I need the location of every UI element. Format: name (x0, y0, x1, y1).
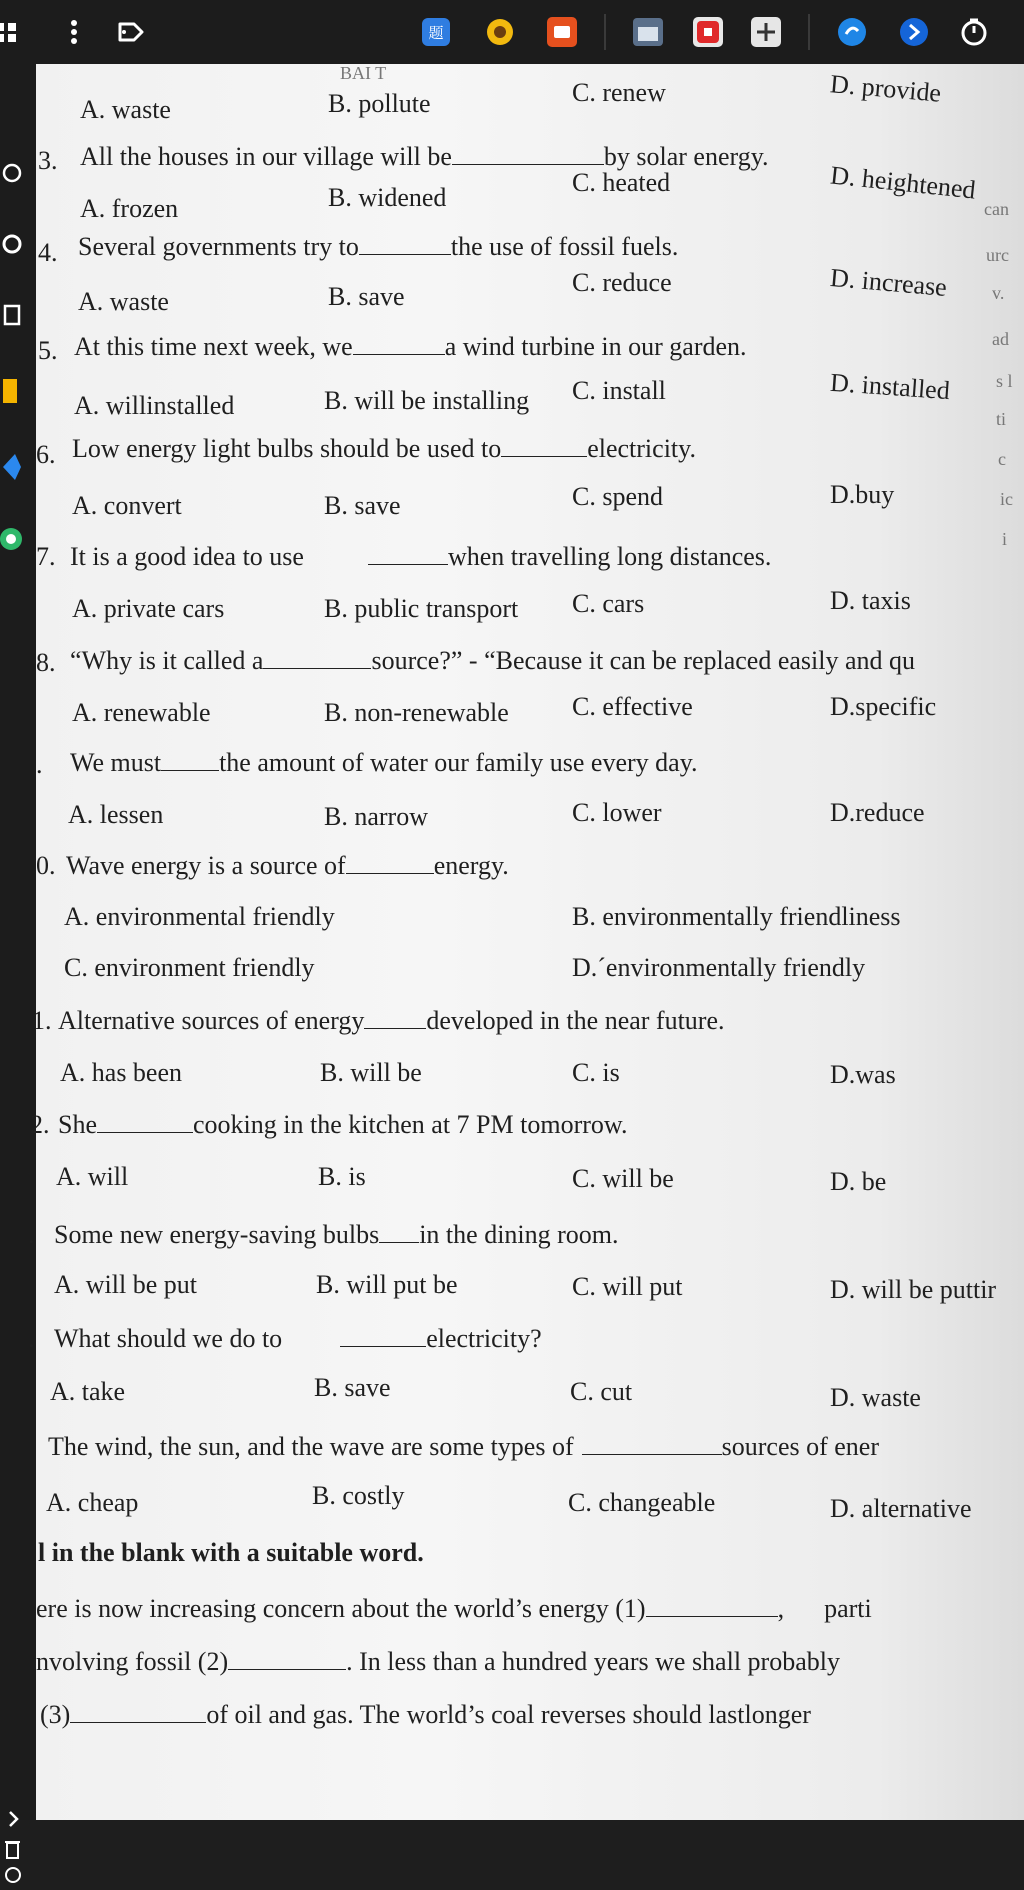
q11-stem-post: developed in the near future. (426, 1006, 725, 1035)
margin-fragment: i (1002, 529, 1008, 549)
q8-stem-pre: “Why is it called a (70, 646, 264, 675)
q9-option-a: A. lessen (68, 800, 164, 829)
passage-line-2-pre: nvolving fossil (2) (36, 1647, 229, 1676)
app-red-icon[interactable] (544, 14, 580, 50)
margin-fragment: ic (1000, 489, 1013, 509)
q9-stem (70, 748, 698, 778)
q7-stem (70, 542, 771, 572)
app-blue-icon[interactable] (418, 14, 454, 50)
q13-option-d: D. will be puttir (830, 1275, 997, 1304)
q4-stem-post: the use of fossil fuels. (450, 232, 679, 261)
passage-line-1-post: , (777, 1594, 785, 1623)
q4-option-a: A. waste (78, 287, 169, 316)
q6-option-b: B. save (324, 491, 401, 520)
q14-stem-post: electricity? (426, 1324, 542, 1353)
q6-option-d: D.buy (830, 480, 895, 509)
q4-option-c: C. reduce (572, 268, 672, 297)
q11-blank[interactable] (364, 1006, 426, 1029)
app-window-icon[interactable] (630, 14, 666, 50)
q11-option-c: C. is (572, 1058, 620, 1087)
q4-blank[interactable] (359, 232, 451, 255)
q12-stem (58, 1110, 627, 1140)
app-sunflower-icon[interactable] (482, 14, 518, 50)
q10-option-a: A. environmental friendly (64, 902, 335, 931)
q13-option-c: C. will put (572, 1272, 683, 1301)
q3-option-d: D. heightened (828, 160, 978, 205)
q12-option-b: B. is (318, 1162, 366, 1191)
q8-option-a: A. renewable (72, 698, 211, 727)
q7-option-d: D. taxis (830, 586, 911, 615)
q9-option-d: D.reduce (830, 798, 925, 827)
q12-stem-pre: She (58, 1110, 97, 1139)
q14-option-a: A. take (50, 1377, 126, 1406)
blank-1[interactable] (646, 1594, 778, 1617)
q11-option-a: A. has been (60, 1058, 183, 1087)
q7-option-c: C. cars (572, 589, 645, 618)
q3-number: 3. (38, 146, 58, 175)
q5-stem-post: a wind turbine in our garden. (444, 332, 747, 361)
q14-stem (54, 1324, 542, 1354)
q9-stem-pre: We must (70, 748, 162, 777)
q2-option-b: B. pollute (328, 89, 431, 118)
q5-option-d: D. installed (829, 367, 951, 406)
q13-option-a: A. will be put (54, 1270, 197, 1299)
tag-outline-icon[interactable] (112, 14, 148, 50)
q2-option-d: D. provide (828, 69, 943, 108)
circle-icon[interactable] (0, 229, 28, 259)
q9-option-b: B. narrow (324, 802, 428, 831)
q5-stem (74, 332, 747, 362)
q6-stem-post: electricity. (587, 434, 696, 463)
q3-blank[interactable] (452, 142, 604, 165)
passage-line-2-post: . In less than a hundred years we shall probably (346, 1647, 840, 1676)
svg-text:题: 题 (428, 24, 444, 42)
q6-option-a: A. convert (72, 491, 182, 520)
q7-option-b: B. public transport (324, 594, 519, 623)
passage-line-3 (40, 1700, 811, 1730)
left-sidebar (0, 64, 36, 1820)
q4-option-b: B. save (328, 282, 405, 311)
q8-option-b: B. non-renewable (324, 698, 509, 727)
q15-stem-post: sources of ener (721, 1432, 879, 1461)
q11-option-d: D.was (830, 1060, 896, 1089)
q8-stem-post: source?” - “Because it can be replaced easily and qu (371, 646, 916, 675)
q5-blank[interactable] (353, 332, 445, 355)
q9-option-c: C. lower (572, 798, 662, 827)
passage-line-1 (36, 1594, 872, 1624)
q3-option-a: A. frozen (80, 194, 179, 223)
q10-number: 0. (36, 851, 56, 880)
q15-option-b: B. costly (312, 1481, 405, 1510)
app-diamond-icon[interactable] (0, 452, 28, 482)
passage-line-3-pre: (3) (40, 1700, 71, 1729)
app-green-icon[interactable] (0, 524, 28, 554)
q3-option-c: C. heated (572, 168, 671, 197)
q15-stem-pre: The wind, the sun, and the wave are some types of (48, 1432, 574, 1461)
q10-option-c: C. environment friendly (64, 953, 315, 982)
q15-option-c: C. changeable (568, 1488, 716, 1517)
q11-number: 1. (32, 1006, 52, 1035)
top-toolbar (0, 0, 1024, 65)
q15-option-d: D. alternative (830, 1494, 972, 1523)
margin-fragment: s l (996, 371, 1013, 391)
q8-option-d: D.specific (830, 692, 937, 721)
q13-stem-pre: Some new energy-saving bulbs (54, 1220, 380, 1249)
q14-option-d: D. waste (830, 1383, 921, 1412)
q13-option-b: B. will put be (316, 1270, 458, 1299)
bookmark-icon[interactable] (0, 300, 28, 330)
blank-2[interactable] (228, 1647, 346, 1670)
q8-option-c: C. effective (572, 692, 693, 721)
q12-blank[interactable] (97, 1110, 193, 1133)
q14-option-c: C. cut (570, 1377, 633, 1406)
grid-icon[interactable] (0, 14, 24, 50)
q6-number: 6. (36, 440, 56, 469)
passage-line-2 (36, 1647, 840, 1677)
margin-fragment: c (998, 449, 1006, 469)
q9-blank[interactable] (161, 748, 219, 771)
q8-blank[interactable] (263, 646, 371, 669)
q5-option-b: B. will be installing (324, 386, 530, 415)
q7-stem-post: when travelling long distances. (447, 542, 772, 571)
section-heading: l in the blank with a suitable word. (38, 1538, 424, 1567)
app-blue-arrow-icon[interactable] (896, 14, 932, 50)
plus-icon[interactable] (748, 14, 784, 50)
app-blue-circle-icon[interactable] (834, 14, 870, 50)
chevron-right-icon[interactable] (0, 1804, 28, 1834)
q6-stem-pre: Low energy light bulbs should be used to (72, 434, 502, 463)
q6-stem (72, 434, 696, 464)
q4-option-d: D. increase (829, 262, 949, 303)
q14-number: . (28, 1324, 35, 1353)
passage-line-3-post: of oil and gas. The world’s coal reverses should lastlonger (206, 1700, 811, 1729)
margin-fragment: v. (992, 283, 1005, 303)
recycle-icon[interactable] (0, 1860, 28, 1890)
q14-option-b: B. save (314, 1373, 391, 1402)
q12-number: 2. (30, 1110, 50, 1139)
q12-stem-post: cooking in the kitchen at 7 PM tomorrow. (193, 1110, 628, 1139)
q14-stem-pre: What should we do to (54, 1324, 283, 1353)
q10-stem-pre: Wave energy is a source of (66, 851, 346, 880)
q13-blank[interactable] (379, 1220, 419, 1243)
q5-option-a: A. willinstalled (74, 391, 235, 420)
q6-option-c: C. spend (572, 482, 663, 511)
q10-blank[interactable] (346, 851, 434, 874)
q7-option-a: A. private cars (72, 594, 225, 623)
q14-blank[interactable] (340, 1324, 426, 1347)
q4-stem (78, 232, 678, 262)
margin-fragment: can (984, 199, 1009, 219)
toolbar-separator (604, 14, 606, 50)
worksheet-page (28, 63, 1024, 1820)
q13-number: . (28, 1220, 35, 1249)
q5-number: 5. (38, 336, 58, 365)
blank-3[interactable] (70, 1700, 206, 1723)
q12-option-d: D. be (830, 1167, 887, 1196)
q11-option-b: B. will be (320, 1058, 422, 1087)
q8-stem (70, 646, 915, 676)
q9-stem-post: the amount of water our family use every day. (219, 748, 698, 777)
q5-stem-pre: At this time next week, we (74, 332, 353, 361)
q9-number: . (36, 750, 43, 779)
margin-fragment: ad (992, 329, 1009, 349)
app-red-square-icon[interactable] (690, 14, 726, 50)
q7-number: 7. (36, 542, 56, 571)
q13-stem-post: in the dining room. (419, 1220, 619, 1249)
q4-stem-pre: Several governments try to (78, 232, 359, 261)
q5-option-c: C. install (572, 376, 666, 405)
q15-blank[interactable] (582, 1432, 722, 1455)
passage-line-1-end: parti (824, 1594, 872, 1623)
q3-stem-pre: All the houses in our village will be (80, 142, 452, 171)
q2-option-a: A. waste (80, 95, 171, 124)
q10-option-b: B. environmentally friendliness (572, 902, 901, 931)
q2-option-c: C. renew (572, 78, 666, 107)
margin-fragment: urc (986, 245, 1009, 265)
q4-number: 4. (38, 238, 58, 267)
q11-stem (58, 1006, 725, 1036)
q7-stem-pre: It is a good idea to use (70, 542, 304, 571)
q15-option-a: A. cheap (46, 1488, 139, 1517)
circle-outline-icon[interactable] (0, 158, 28, 188)
passage-line-1-pre: ere is now increasing concern about the world’s energy (1) (36, 1594, 646, 1623)
q10-stem-post: energy. (433, 851, 509, 880)
q3-stem-post: by solar energy. (603, 142, 769, 171)
q7-blank[interactable] (368, 542, 448, 565)
q6-blank[interactable] (501, 434, 587, 457)
cut-heading: BAI T (340, 63, 387, 83)
q3-option-b: B. widened (328, 183, 447, 212)
q8-number: 8. (36, 648, 56, 677)
q10-stem (66, 851, 509, 881)
q11-stem-pre: Alternative sources of energy (58, 1006, 365, 1035)
q12-option-a: A. will (56, 1162, 129, 1191)
q13-stem (54, 1220, 619, 1250)
more-vert-icon[interactable] (56, 14, 92, 50)
q15-stem (48, 1432, 879, 1462)
timer-icon[interactable] (956, 14, 992, 50)
q12-option-c: C. will be (572, 1164, 674, 1193)
folder-yellow-icon[interactable] (0, 376, 28, 406)
toolbar-separator (808, 14, 810, 50)
q10-option-d: D.´environmentally friendly (572, 953, 866, 982)
margin-fragment: ti (996, 409, 1007, 429)
